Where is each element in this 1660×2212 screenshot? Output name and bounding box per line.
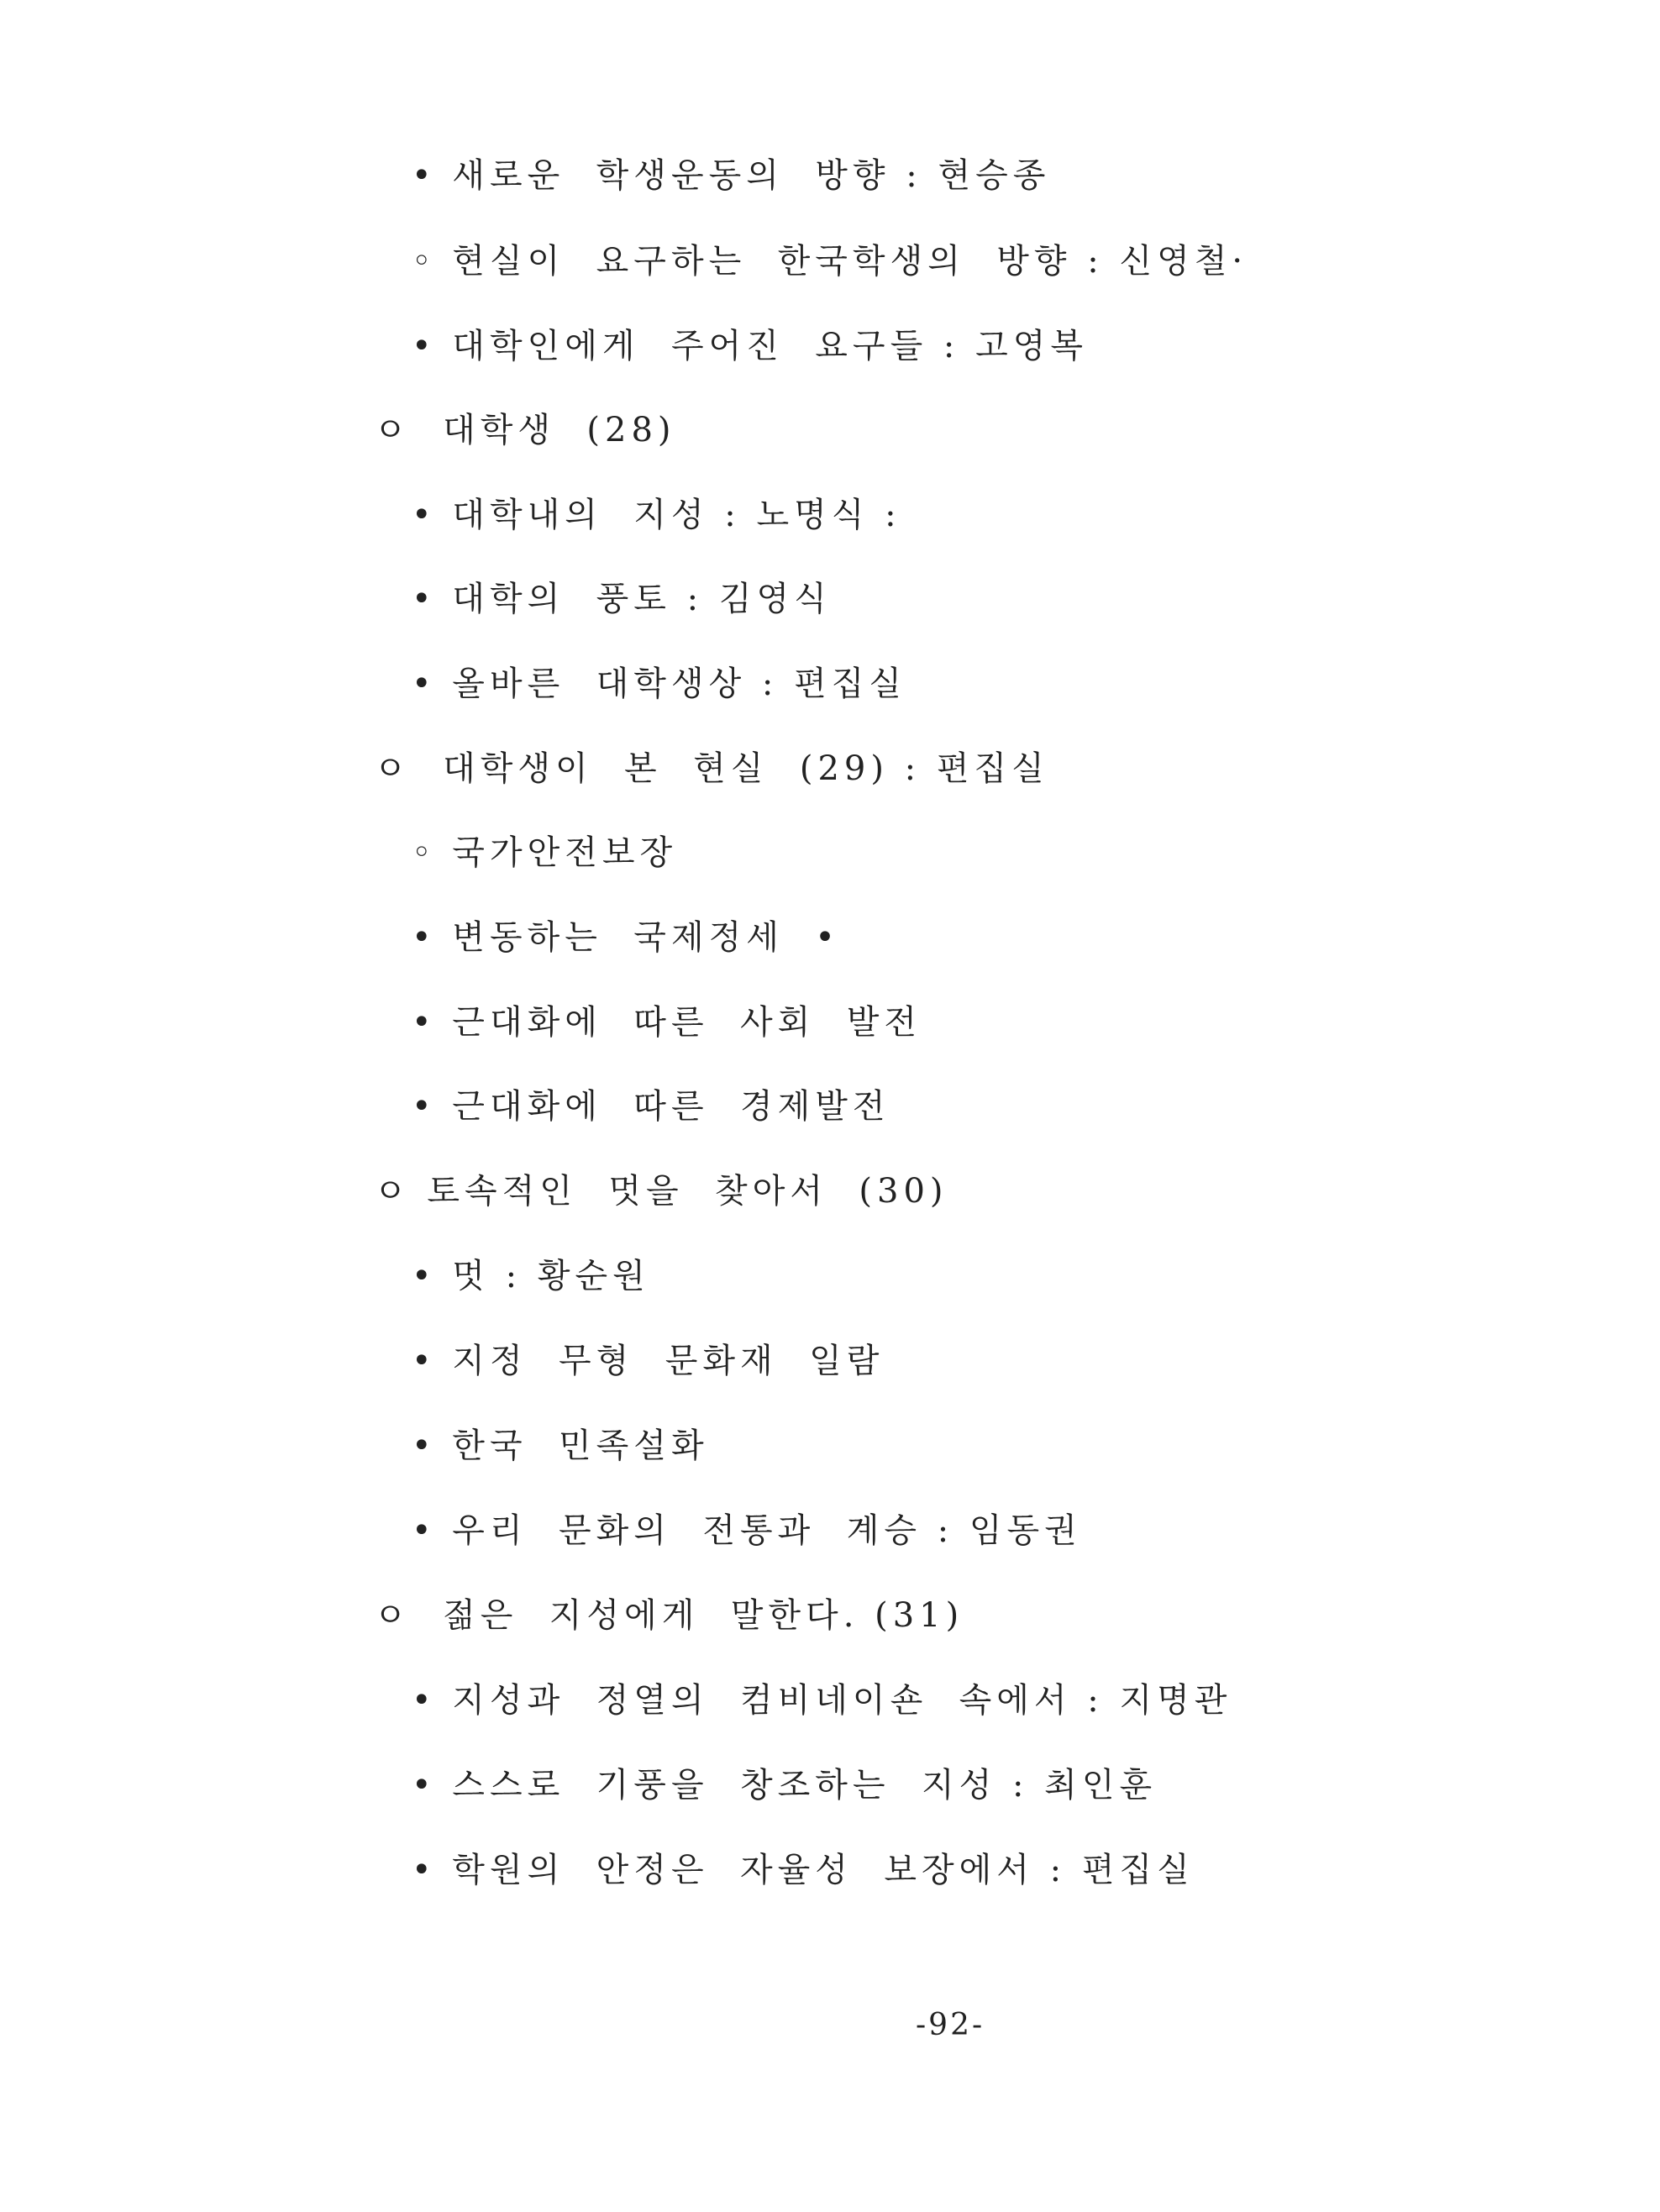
toc-entry: • 올바른 대학생상 : 편집실 — [412, 665, 907, 703]
toc-entry: • 지정 무형 문화재 일람 — [412, 1342, 885, 1380]
toc-entry: • 새로운 학생운동의 방향 : 현승종 — [412, 156, 1051, 195]
page-number: -92- — [916, 2008, 985, 2042]
toc-entry: • 근대화에 따른 경제발전 — [412, 1087, 890, 1126]
toc-section-heading: ㅇ 대학생이 본 현실 (29) : 편집실 — [374, 749, 1049, 788]
toc-section-heading: ㅇ 토속적인 멋을 찾아서 (30) — [374, 1172, 948, 1211]
toc-entry: • 우리 문화의 전통과 계승 : 임동권 — [412, 1511, 1082, 1550]
toc-entry: • 스스로 기풍을 창조하는 지성 : 최인훈 — [412, 1766, 1158, 1805]
toc-entry: • 근대화에 따른 사회 발전 — [412, 1003, 922, 1042]
toc-section-heading: ㅇ 대학생 (28) — [374, 411, 676, 449]
toc-entry: ◦ 국가안전보장 — [412, 833, 678, 872]
toc-entry: ◦ 현실이 요구하는 한국학생의 방향 : 신영철· — [412, 242, 1248, 281]
toc-entry: • 지성과 정열의 컴비네이숀 속에서 : 지명관 — [412, 1681, 1232, 1720]
toc-section-heading: ㅇ 젊은 지성에게 말한다. (31) — [374, 1596, 964, 1635]
toc-entry: • 변동하는 국제정세 • — [412, 918, 840, 957]
toc-entry: • 대학의 풍토 : 김영식 — [412, 580, 832, 618]
toc-entry: • 멋 : 황순원 — [412, 1257, 650, 1295]
toc-entry: • 대학인에게 주어진 요구들 : 고영복 — [412, 327, 1089, 365]
toc-entry: • 한국 민족설화 — [412, 1427, 709, 1465]
toc-entry: • 대학내의 지성 : 노명식 : — [412, 496, 901, 534]
toc-entry: • 학원의 안정은 자율성 보장에서 : 편집실 — [412, 1851, 1195, 1889]
